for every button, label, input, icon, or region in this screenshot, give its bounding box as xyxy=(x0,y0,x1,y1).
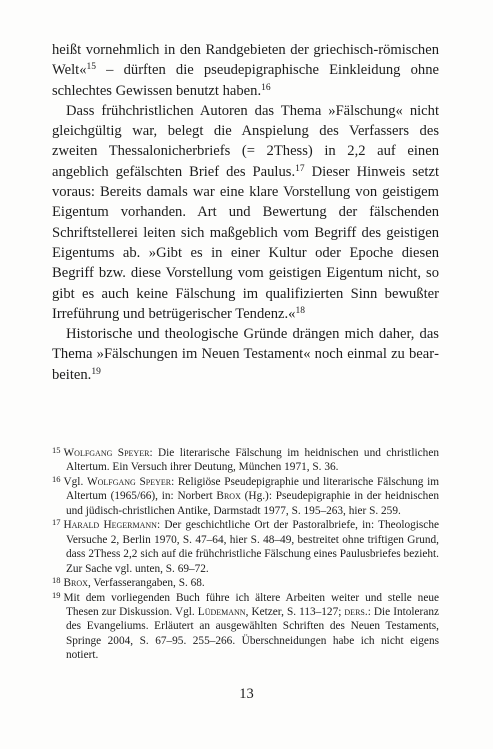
footnote-ref: 15 xyxy=(86,62,96,73)
footnote-text: , Ketzer, S. 113–127; xyxy=(245,605,345,618)
main-text xyxy=(52,40,439,385)
footnote-number: 15 xyxy=(52,445,61,455)
footnote-ref: 19 xyxy=(91,366,101,377)
footnote-18 xyxy=(52,576,439,590)
footnote-19 xyxy=(52,591,439,663)
footnote-15 xyxy=(52,446,439,475)
author-name: Wolfgang Speyer xyxy=(63,447,150,459)
footnote-number: 18 xyxy=(52,575,61,586)
paragraph-2 xyxy=(52,101,439,324)
footnote-16 xyxy=(52,475,439,518)
footnote-ref: 16 xyxy=(261,82,271,93)
footnote-text: Vgl. xyxy=(63,475,87,488)
footnotes xyxy=(52,446,439,663)
footnote-ref: 17 xyxy=(295,163,305,174)
footnote-text: , Verfasserangaben, S. 68. xyxy=(87,577,205,590)
paragraph-text: heißt vornehmlich in den Randgebieten der griechisch-römischen Welt« xyxy=(52,42,439,79)
author-name: Lüdemann xyxy=(197,605,246,618)
footnote-text: (Hg.): Pseudepigraphie in der heidnischen und jüdisch-christlichen Antike, Darmstadt 1977, S. 195–263, hier S. 259. xyxy=(66,490,439,517)
author-name: Wolfgang Speyer xyxy=(86,475,172,488)
footnote-number: 17 xyxy=(52,517,61,528)
author-name: Brox xyxy=(216,490,241,503)
footnote-text: : Religiöse Pseudepigraphie und literarische Fälschung im Altertum (1965/66), in: Norbert xyxy=(66,475,439,503)
paragraph-text: Dass frühchristlichen Autoren das Thema »Fälschung« nicht gleichgültig war, belegt die Anspielung des Verfassers des zweiten Thessalonicherbriefs (= 2Thess) in 2,2 auf einen angeblich gefälschten Brief des Paulus. xyxy=(52,102,439,180)
paragraph-1 xyxy=(52,40,439,101)
footnote-number: 19 xyxy=(52,589,61,600)
paragraph-text: – dürften die pseudepigraphische Einkleidung ohne schlechtes Gewissen benutzt haben. xyxy=(52,62,439,99)
page-number: 13 xyxy=(239,686,254,702)
paragraph-text: Dieser Hinweis setzt voraus: Bereits damals war eine klare Vorstellung von geistigem Eigentum vorhanden. Art und Bewertung der fälschenden Schriftstellerei leiten sich maßgeblich vom Begriff des geistigen Eigentums ab. »Gibt es in einer Kultur oder Epoche diesen Begriff bzw. diese Vorstellung vom geistigen Eigentum nicht, so gibt es auch keine Fälschung im qualifizierten Sinn bewußter Irreführung und betrügerischer Tendenz.« xyxy=(52,163,439,322)
paragraph-3 xyxy=(52,324,439,385)
footnote-text: : Die literarische Fälschung im heidnischen und christlichen Altertum. Ein Versuch ihrer Deutung, München 1971, S. 36. xyxy=(66,447,439,474)
footnote-17 xyxy=(52,518,439,576)
paragraph-text: Historische und theologische Gründe drängen mich daher, das Thema »Fälschungen im Neuen Testament« noch einmal zu bearbeiten. xyxy=(52,326,439,383)
author-name: Harald Hegermann xyxy=(63,519,157,532)
author-name: Brox xyxy=(63,577,88,590)
footnote-text: : Der geschichtliche Ort der Pastoralbriefe, in: Theologische Versuche 2, Berlin 1970, S. 47–64, hier S. 48–49, bestreitet ohne triftigen Grund, dass 2Thess 2,2 sich auf die frühchristliche Fälschung eines Paulusbriefes bezieht. Zur Sache vgl. unten, S. 69–72. xyxy=(66,519,439,575)
footnote-text: Mit dem vorliegenden Buch führe ich ältere Arbeiten weiter und stelle neue Thesen zur Diskussion. Vgl. xyxy=(63,591,439,618)
footnote-number: 16 xyxy=(52,473,61,484)
footnote-text: : Die Intoleranz des Evangeliums. Erläutert an ausgewählten Schriften des Neuen Testaments, Springe 2004, S. 67–95. 255–266. Überschneidungen habe ich nicht eigens notiert. xyxy=(66,605,439,662)
author-name: ders. xyxy=(344,605,368,618)
footnote-ref: 18 xyxy=(295,305,305,316)
